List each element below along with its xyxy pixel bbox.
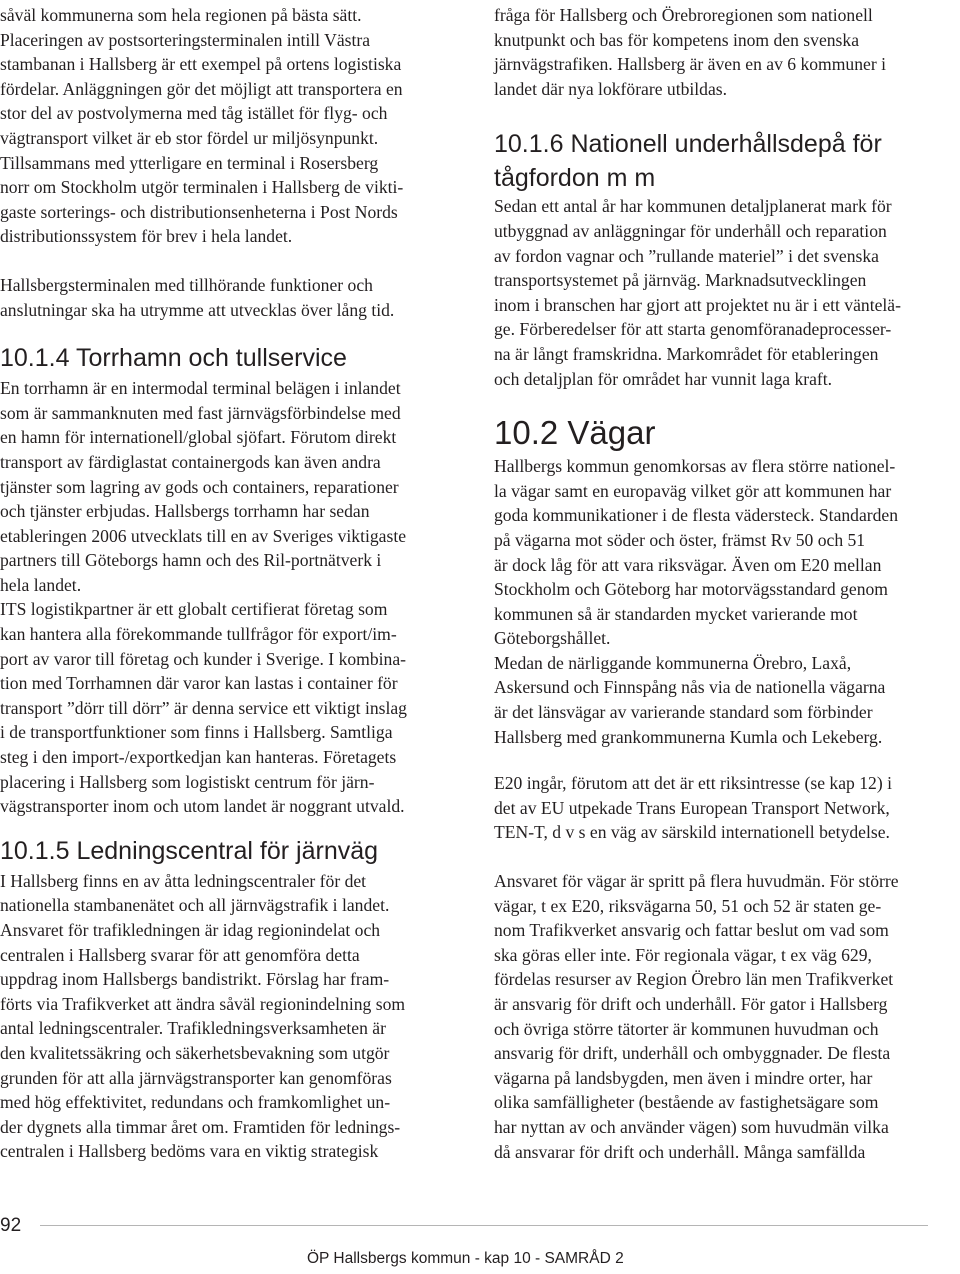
text-line: inom i branschen har gjort att projektet nu är i ett väntelä- [494, 294, 901, 315]
section-heading-1015: 10.1.5 Ledningscentral för järnväg [0, 836, 379, 865]
text-line: är ansvarig för drift och underhåll. För gator i Hallsberg [494, 994, 888, 1014]
text-line: kan hantera alla förekommande tullfrågor för export/im- [0, 624, 397, 645]
text-line: vägar, t ex E20, riksvägarna 50, 51 och 52 är staten ge- [494, 895, 882, 916]
text-line: nom Trafikverket ansvarig och fattar beslut om vad som [494, 920, 889, 941]
text-line: norr om Stockholm utgör terminalen i Hallsberg de vikti- [0, 177, 404, 198]
terminal-paragraph [0, 273, 470, 322]
text-line: transport av färdiglastat containergods kan även andra [0, 451, 381, 472]
text-line: i de transportfunktioner som finns i Hallsberg. Samtliga [0, 722, 393, 743]
text-line: nationella stambanenätet och all järnvägstrafik i landet. [0, 895, 390, 916]
ansvar-paragraph [494, 869, 956, 1164]
text-line: Stockholm och Göteborg har motorvägsstandard genom [494, 579, 888, 600]
text-line: Hallbergs kommun genomkorsas av flera större nationel- [494, 456, 896, 477]
text-line: antal ledningscentraler. Trafikledningsverksamheten är [0, 1018, 386, 1039]
text-line: grunden för att alla järnvägstransporter kan genomföras [0, 1067, 392, 1088]
underhallsdepa-paragraph [494, 194, 956, 391]
text-line: förts via Trafikverket att ändra såväl regionindelning som [0, 993, 406, 1014]
text-line: landet där nya lokförare utbildas. [494, 78, 728, 99]
text-line: fråga för Hallsberg och Örebroregionen som nationell [494, 5, 873, 25]
text-line: vägtransport vilket är eb stor fördel ur miljösynpunkt. [0, 127, 379, 148]
text-line: uppdrag inom Hallsbergs bandistrikt. Förslag har fram- [0, 969, 390, 990]
text-line: tjänster som lagring av gods och containers, reparationer [0, 476, 399, 497]
text-line: Placeringen av postsorteringsterminalen intill Västra [0, 29, 371, 50]
text-line: är det länsvägar av varierande standard som förbinder [494, 702, 873, 723]
text-line: port av varor till företag och kunder i Sverige. I kombina- [0, 648, 406, 669]
text-line: centralen i Hallsberg bedöms vara en viktig strategisk [0, 1141, 379, 1162]
section-heading-1014: 10.1.4 Torrhamn och tullservice [0, 344, 347, 373]
text-line: Medan de närliggande kommunerna Örebro, Laxå, [494, 652, 852, 673]
text-line: den kvalitetssäkring och säkerhetsbevakning som utgör [0, 1042, 390, 1063]
text-line: och tjänster erbjudas. Hallsbergs torrhamn har sedan [0, 501, 370, 522]
text-line: Hallsbergsterminalen med tillhörande funktioner och [0, 274, 373, 295]
section-heading-102: 10.2 Vägar [494, 414, 656, 452]
text-line: har nyttan av och använder vägen) som huvudmän vilka [494, 1116, 889, 1137]
footer-document-title: ÖP Hallsbergs kommun - kap 10 - SAMRÅD 2 [307, 1250, 624, 1267]
text-line: som är sammanknuten med fast järnvägsförbindelse med [0, 402, 401, 423]
text-line: la vägar samt en europaväg vilket gör att kommunen har [494, 480, 892, 501]
text-line: ITS logistikpartner är ett globalt certifierat företag som [0, 599, 388, 620]
text-line: fördelar. Anläggningen gör det möjligt att transportera en [0, 78, 403, 99]
page-number: 92 [0, 1215, 22, 1236]
text-line: ska göras eller inte. För regionala vägar, t ex väg 629, [494, 944, 872, 965]
text-line: Ansvaret för vägar är spritt på flera huvudmän. För större [494, 871, 899, 892]
text-line: E20 ingår, förutom att det är ett riksintresse (se kap 12) i [494, 773, 892, 794]
text-line: med hög effektivitet, redundans och framkomlighet un- [0, 1092, 391, 1113]
text-line: transportsystemet på järnväg. Marknadsutvecklingen [494, 270, 867, 291]
vagar-paragraph [494, 454, 956, 749]
text-line: hela landet. [0, 574, 82, 595]
text-line: är dock låg för att vara riksvägar. Även om E20 mellan [494, 554, 882, 575]
text-line: goda kommunikationer i de flesta vädersteck. Standarden [494, 505, 899, 526]
text-line: Ansvaret för trafikledningen är idag regionindelat och [0, 920, 381, 940]
text-line: placering i Hallsberg som logistiskt centrum för järn- [0, 771, 375, 792]
text-line: transport ”dörr till dörr” är denna service ett viktigt inslag [0, 697, 407, 718]
text-line: och övriga större tätorter är kommunen huvudman och [494, 1018, 879, 1039]
text-line: tion med Torrhamnen där varor kan lastas i container för [0, 673, 398, 694]
text-line: partners till Göteborgs hamn och des Ril-portnätverk i [0, 550, 382, 571]
text-line: utbyggnad av anläggningar för underhåll och reparation [494, 220, 887, 241]
left-column [0, 0, 470, 1164]
text-line: Sedan ett antal år har kommunen detaljplanerat mark för [494, 196, 892, 217]
text-line: En torrhamn är en intermodal terminal belägen i inlandet [0, 378, 401, 399]
text-line: tågfordon m m [494, 164, 656, 193]
text-line: TEN-T, d v s en väg av särskild internationell betydelse. [494, 822, 890, 843]
text-line: vägstransporter inom och utom landet är noggrant utvald. [0, 796, 405, 817]
e20-paragraph [494, 771, 956, 845]
text-line: etableringen 2006 utvecklats till en av Sveriges viktigaste [0, 525, 407, 546]
text-line: då ansvarar för drift och underhåll. Många samfällda [494, 1141, 866, 1162]
text-line: ansvarig för drift, underhåll och ombyggnader. De flesta [494, 1043, 891, 1064]
text-line: gaste sorterings- och distributionsenheterna i Post Nords [0, 201, 398, 222]
text-line: ge. Förberedelser för att starta genomföranadeprocesser- [494, 319, 892, 340]
text-line: på vägarna mot söder och öster, främst Rv 50 och 51 [494, 529, 866, 550]
text-line: vägarna på landsbygden, men även i mindre orter, har [494, 1067, 873, 1088]
text-line: fördelas resurser av Region Örebro län men Trafikverket [494, 969, 894, 990]
text-line: det av EU utpekade Trans European Transport Network, [494, 797, 890, 818]
text-line: der dygnets alla timmar året om. Framtiden för lednings- [0, 1116, 401, 1137]
text-line: centralen i Hallsberg svarar för att genomföra detta [0, 944, 360, 965]
text-line: en hamn för internationell/global sjöfart. Förutom direkt [0, 427, 397, 448]
text-line: na är långt framskridna. Markområdet för etableringen [494, 343, 879, 364]
text-line: såväl kommunerna som hela regionen på bästa sätt. [0, 5, 362, 25]
text-line: anslutningar ska ha utrymme att utvecklas över lång tid. [0, 299, 395, 320]
section-heading-1016 [494, 127, 956, 195]
intro-paragraph [0, 0, 470, 249]
torrhamn-paragraph [0, 376, 470, 819]
right-column [494, 0, 956, 1164]
text-line: knutpunkt och bas för kompetens inom den svenska [494, 29, 860, 50]
text-line: 10.1.6 Nationell underhållsdepå för [494, 130, 882, 159]
text-line: kommunen så är standarden mycket varierande mot [494, 603, 858, 624]
text-line: Hallsberg med grankommunerna Kumla och Lekeberg. [494, 726, 883, 747]
text-line: distributionssystem för brev i hela landet. [0, 226, 293, 247]
text-line: och detaljplan för området har vunnit laga kraft. [494, 368, 833, 389]
text-line: olika samfälligheter (bestående av fastighetsägare som [494, 1092, 879, 1113]
footer-divider [40, 1225, 928, 1226]
text-line: av fordon vagnar och ”rullande materiel” i det svenska [494, 245, 879, 266]
text-line: stor del av postvolymerna med tåg istället för flyg- och [0, 103, 388, 124]
text-line: Askersund och Finnspång nås via de nationella vägarna [494, 677, 886, 698]
text-line: steg i den import-/exportkedjan kan hanteras. Företagets [0, 747, 397, 768]
text-line: järnvägstrafiken. Hallsberg är även en av 6 kommuner i [494, 54, 886, 75]
text-line: stambanan i Hallsberg är ett exempel på ortens logistiska [0, 54, 402, 75]
text-line: Tillsammans med ytterligare en terminal i Rosersberg [0, 152, 379, 173]
text-line: I Hallsberg finns en av åtta ledningscentraler för det [0, 870, 367, 891]
ledningscentral-paragraph [0, 869, 470, 1164]
right-intro-paragraph [494, 0, 956, 101]
text-line: Göteborgshållet. [494, 628, 611, 649]
